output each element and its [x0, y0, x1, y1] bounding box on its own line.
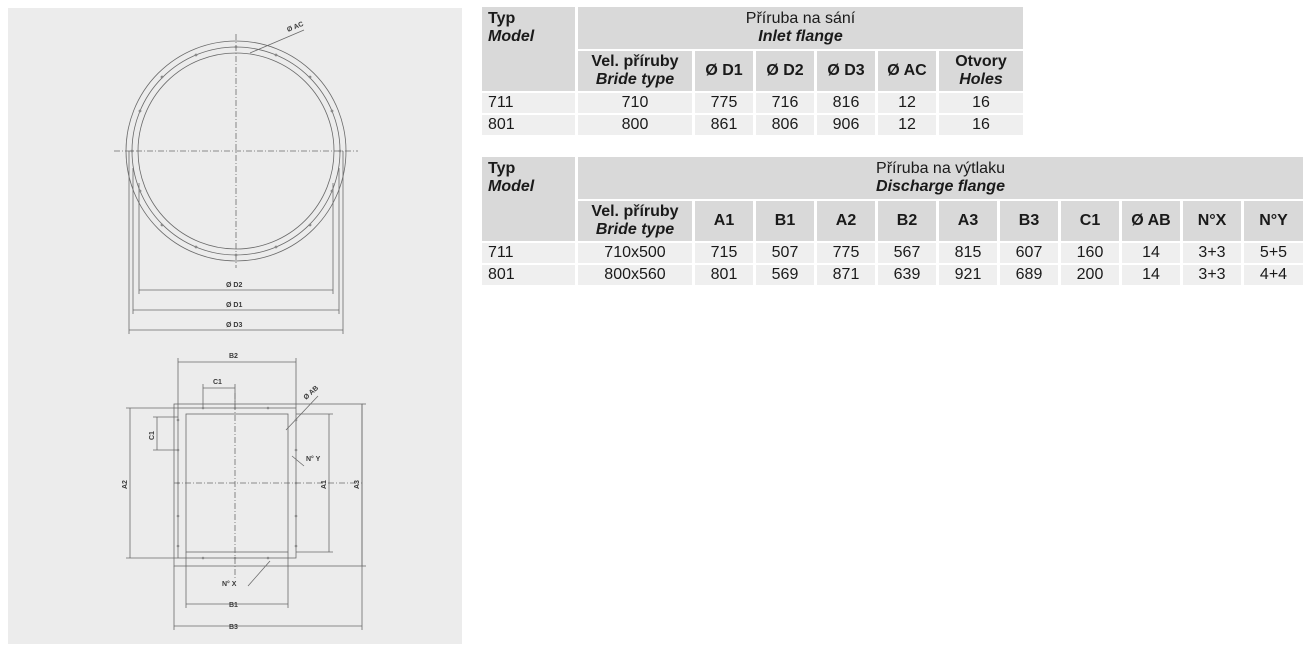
discharge-col-b1: B1: [756, 201, 814, 241]
inlet-col-d3: Ø D3: [817, 51, 875, 91]
table-cell: 816: [817, 93, 875, 113]
label-a2: A2: [122, 480, 129, 489]
table-cell: 710x500: [578, 243, 692, 263]
discharge-group-title-en: Discharge flange: [876, 178, 1005, 195]
label-n-x: N° X: [222, 581, 237, 588]
table-cell: 906: [817, 115, 875, 135]
table-cell: 710: [578, 93, 692, 113]
discharge-col-ny: N°Y: [1244, 201, 1303, 241]
rect-flange-outer: [174, 404, 362, 566]
discharge-col-b3: B3: [1000, 201, 1058, 241]
discharge-col-b2: B2: [878, 201, 936, 241]
dac-leader: [250, 30, 304, 53]
table-cell: 507: [756, 243, 814, 263]
inlet-model-label: Model: [488, 28, 535, 45]
table-cell: 801: [695, 265, 753, 285]
label-d-d1: Ø D1: [226, 302, 243, 309]
table-cell: 12: [878, 115, 936, 135]
discharge-flange-table: [479, 155, 1306, 287]
table-cell: 200: [1061, 265, 1119, 285]
discharge-typ-label: Typ: [488, 160, 516, 177]
table-cell: 14: [1122, 265, 1180, 285]
flange-technical-drawing: [8, 8, 462, 644]
table-cell: 871: [817, 265, 875, 285]
inlet-col-d2: Ø D2: [756, 51, 814, 91]
label-b3: B3: [229, 624, 238, 631]
table-cell: 12: [878, 93, 936, 113]
inlet-group-title-en: Inlet flange: [758, 28, 843, 45]
table-cell: 806: [756, 115, 814, 135]
table-cell: 775: [817, 243, 875, 263]
discharge-col-a3: A3: [939, 201, 997, 241]
label-d-ac: Ø AC: [286, 20, 305, 34]
table-cell: 567: [878, 243, 936, 263]
discharge-group-header: [578, 157, 1303, 199]
inlet-col-holes: Otvory Holes: [939, 51, 1023, 91]
table-cell: 5+5: [1244, 243, 1303, 263]
inlet-row-2-model: 801: [482, 115, 575, 135]
discharge-row-1-model: 711: [482, 243, 575, 263]
inlet-typ-model-header: [482, 7, 575, 91]
table-cell: 16: [939, 93, 1023, 113]
table-cell: 716: [756, 93, 814, 113]
label-c1-side: C1: [149, 431, 156, 440]
discharge-row-2-model: 801: [482, 265, 575, 285]
label-n-y: N° Y: [306, 456, 321, 463]
table-row: [482, 115, 1023, 135]
label-b1: B1: [229, 602, 238, 609]
table-cell: 607: [1000, 243, 1058, 263]
discharge-col-nx: N°X: [1183, 201, 1241, 241]
table-cell: 160: [1061, 243, 1119, 263]
table-cell: 16: [939, 115, 1023, 135]
dab-leader: [286, 396, 318, 430]
table-cell: 800x560: [578, 265, 692, 285]
table-cell: 569: [756, 265, 814, 285]
discharge-col-a2: A2: [817, 201, 875, 241]
table-row: [482, 265, 1303, 285]
ny-leader: [292, 456, 304, 466]
label-a1: A1: [321, 480, 328, 489]
flange-drawing-panel: [8, 8, 462, 644]
inlet-group-header: [578, 7, 1023, 49]
table-row: [482, 93, 1023, 113]
table-cell: 3+3: [1183, 265, 1241, 285]
table-cell: 715: [695, 243, 753, 263]
table-cell: 4+4: [1244, 265, 1303, 285]
table-cell: 815: [939, 243, 997, 263]
inlet-group-title-cz: Příruba na sání: [745, 10, 856, 27]
table-cell: 800: [578, 115, 692, 135]
inlet-flange-table: [479, 5, 1026, 137]
inlet-typ-label: Typ: [488, 10, 516, 27]
label-d-d2: Ø D2: [226, 282, 243, 289]
discharge-group-title-cz: Příruba na výtlaku: [876, 160, 1005, 177]
nx-leader: [248, 561, 270, 586]
label-c1-top: C1: [213, 379, 222, 386]
discharge-col-bride: Vel. příruby Bride type: [578, 201, 692, 241]
table-cell: 14: [1122, 243, 1180, 263]
label-a3: A3: [354, 480, 361, 489]
label-d-ab: Ø AB: [302, 384, 321, 402]
discharge-typ-model-header: [482, 157, 575, 241]
discharge-model-label: Model: [488, 178, 535, 195]
inlet-col-d1: Ø D1: [695, 51, 753, 91]
discharge-col-ab: Ø AB: [1122, 201, 1180, 241]
discharge-col-c1: C1: [1061, 201, 1119, 241]
label-b2: B2: [229, 353, 238, 360]
inlet-col-ac: Ø AC: [878, 51, 936, 91]
table-cell: 639: [878, 265, 936, 285]
table-cell: 3+3: [1183, 243, 1241, 263]
inlet-col-bride: Vel. příruby Bride type: [578, 51, 692, 91]
table-cell: 921: [939, 265, 997, 285]
label-d-d3: Ø D3: [226, 322, 243, 329]
table-cell: 689: [1000, 265, 1058, 285]
table-cell: 861: [695, 115, 753, 135]
table-row: [482, 243, 1303, 263]
discharge-col-a1: A1: [695, 201, 753, 241]
table-cell: 775: [695, 93, 753, 113]
inlet-row-1-model: 711: [482, 93, 575, 113]
